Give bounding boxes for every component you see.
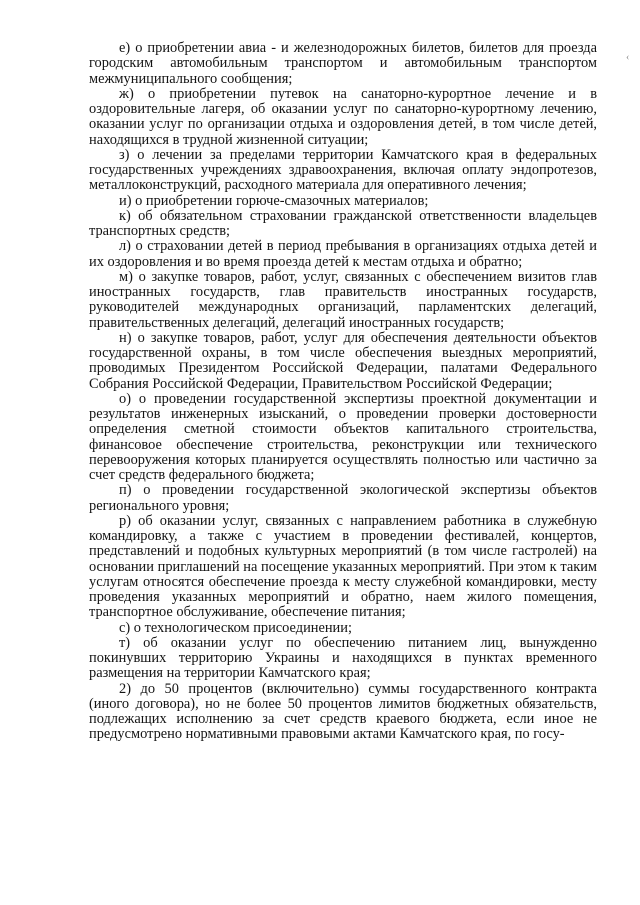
paragraph-t: т) об оказании услуг по обеспечению питанием лиц, вынужденно покинувших территорию Украины и находящихся в пунктах временного размещения на территории Камчатского края;	[89, 634, 597, 682]
paragraph-z: з) о лечении за пределами территории Камчатского края в федеральных государственных учреждениях здравоохранения, включая оплату эндопротезов, металлоконструкций, расходного материала для оперативного лечения;	[89, 146, 597, 194]
paragraph-s: с) о технологическом присоединении;	[119, 619, 352, 636]
paragraph-i: и) о приобретении горюче-смазочных материалов;	[119, 192, 429, 209]
paragraph-r: р) об оказании услуг, связанных с направлением работника в служебную командировку, а также с участием в проведении фестивалей, концертов, представлений и подобных культурных мероприятий (в том числе гастролей) на основании приглашений на посещение указанных мероприятий. При этом к таким услугам относятся обеспечение проезда к месту служебной командировки, месту проведения указанных мероприятий и обратно, наем жилого помещения, транспортное обслуживание, обеспечение питания;	[89, 512, 597, 621]
paragraph-m: м) о закупке товаров, работ, услуг, связанных с обеспечением визитов глав иностранных государств, глав правительств иностранных государств, руководителей международных организаций, парламентских делегаций, правительственных делегаций, делегаций иностранных государств;	[89, 268, 597, 331]
paragraph-2: 2) до 50 процентов (включительно) суммы государственного контракта (иного договора), но не более 50 процентов лимитов бюджетных обязательств, подлежащих исполнению за счет средств краевого бюджета, если иное не предусмотрено нормативными правовыми актами Камчатского края, по госу-	[89, 680, 597, 743]
paragraph-e: е) о приобретении авиа - и железнодорожных билетов, билетов для проезда городским автомобильным транспортом и автомобильным транспортом межмуниципального сообщения;	[89, 40, 597, 87]
paragraph-p: п) о проведении государственной экологической экспертизы объектов регионального уровня;	[89, 482, 597, 514]
paragraph-n: н) о закупке товаров, работ, услуг для обеспечения деятельности объектов государственной охраны, в том числе обеспечения выездных мероприятий, проводимых Президентом Российской Федерации, палатами Федерального Собрания Российской Федерации, Правительством Российской Федерации;	[89, 329, 597, 392]
document-body	[89, 41, 597, 743]
paragraph-l: л) о страховании детей в период пребывания в организациях отдыха детей и их оздоровления и во время проезда детей к местам отдыха и обратно;	[89, 238, 597, 270]
scan-edge-mark: ‹	[626, 52, 630, 63]
paragraph-k: к) об обязательном страховании гражданской ответственности владельцев транспортных средств;	[89, 207, 597, 239]
paragraph-o: о) о проведении государственной экспертизы проектной документации и результатов инженерных изысканий, о проведении проверки достоверности определения сметной стоимости объектов капитального строительства, финансовое обеспечение строительства, реконструкции или технического перевооружения которых планируется осуществлять полностью или частично за счет средств федерального бюджета;	[89, 390, 597, 483]
paragraph-zh: ж) о приобретении путевок на санаторно-курортное лечение и в оздоровительные лагеря, об оказании услуг по санаторно-курортному лечению, оказании услуг по организации отдыха и оздоровления детей, в том числе детей, находящихся в трудной жизненной ситуации;	[89, 85, 597, 148]
